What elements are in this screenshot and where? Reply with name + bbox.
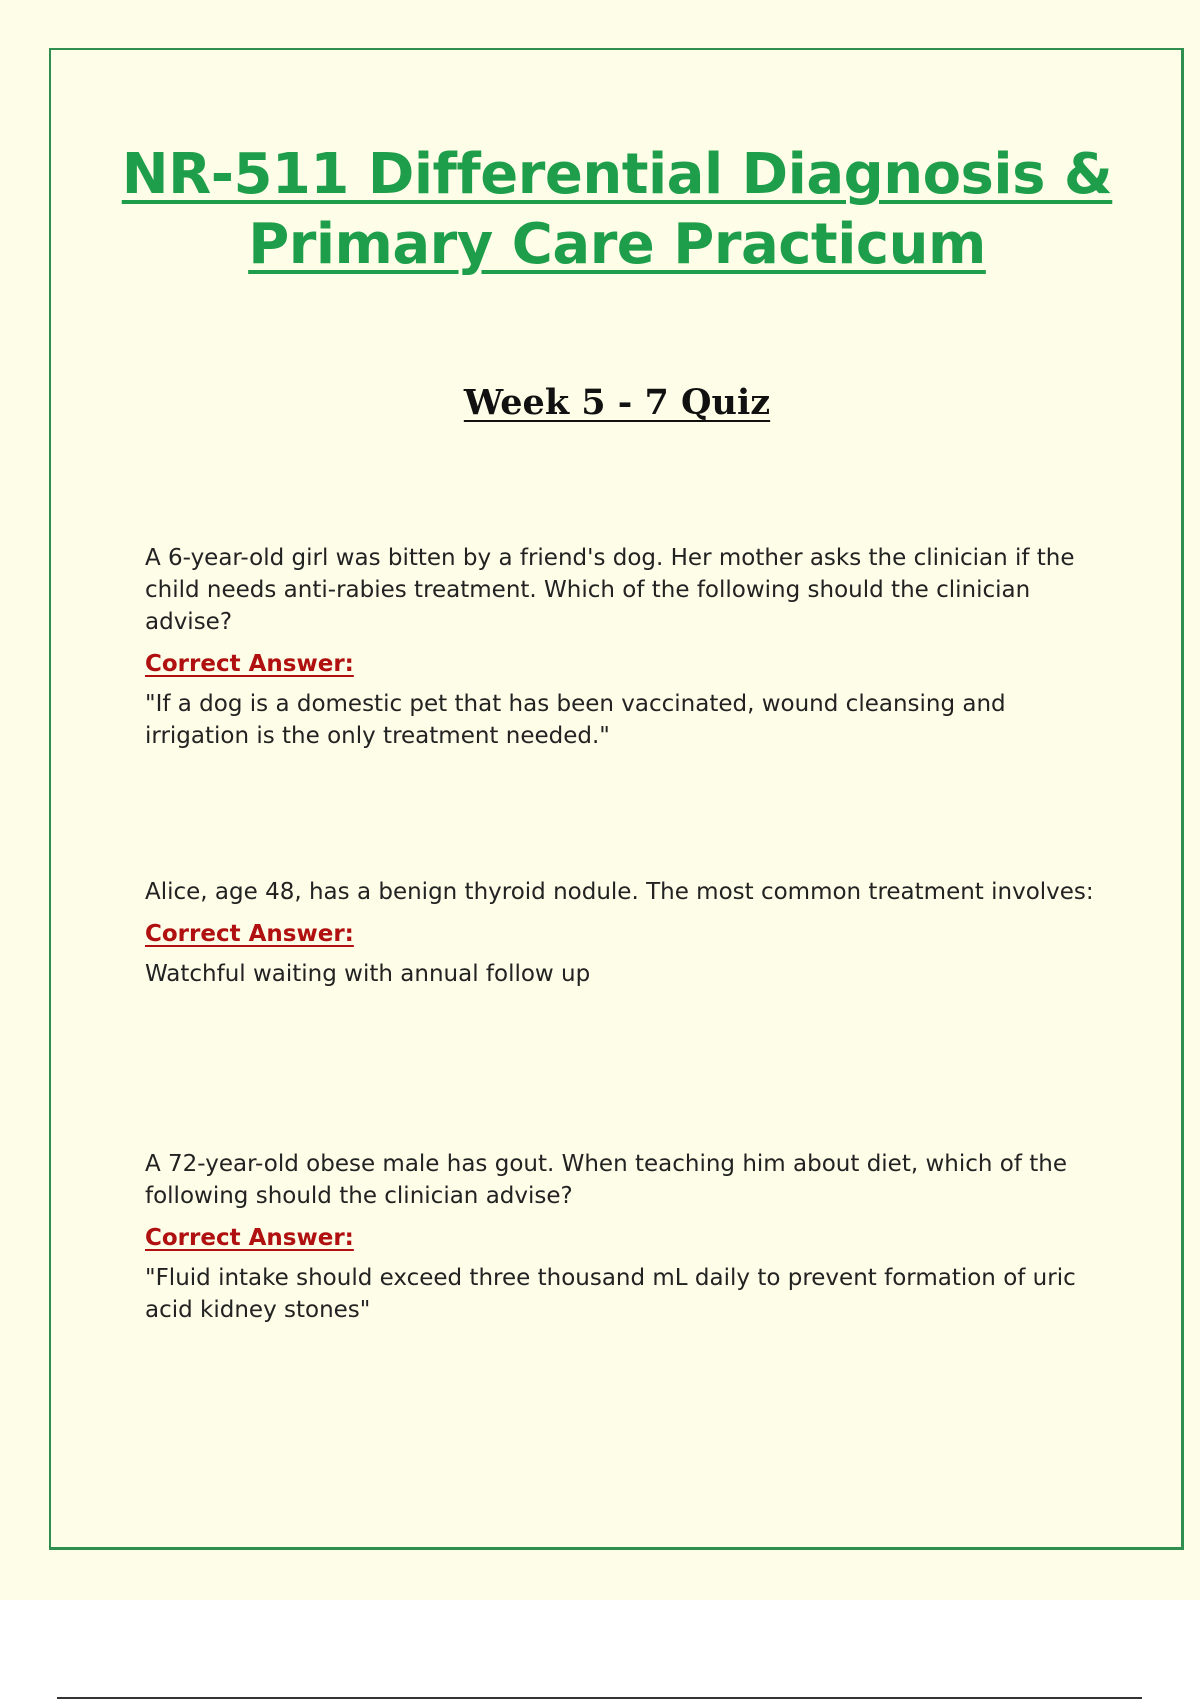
document-title bbox=[120, 140, 1114, 280]
question-text: Alice, age 48, has a benign thyroid nodule. The most common treatment involves: bbox=[145, 879, 1094, 905]
question-block-3 bbox=[145, 1148, 1095, 1326]
quiz-subtitle-text: Week 5 - 7 Quiz bbox=[463, 382, 771, 423]
answer-text: Watchful waiting with annual follow up bbox=[145, 961, 591, 987]
question-text: A 72-year-old obese male has gout. When teaching him about diet, which of the following should the clinician advise? bbox=[145, 1151, 1068, 1209]
answer-text: "Fluid intake should exceed three thousand mL daily to prevent formation of uric acid kidney stones" bbox=[145, 1265, 1076, 1323]
footer-divider bbox=[57, 1697, 1142, 1699]
answer-text: "If a dog is a domestic pet that has been vaccinated, wound cleansing and irrigation is the only treatment needed." bbox=[145, 691, 1006, 749]
correct-answer-label: Correct Answer: bbox=[145, 651, 354, 677]
question-text: A 6-year-old girl was bitten by a friend's dog. Her mother asks the clinician if the child needs anti-rabies treatment. Which of the following should the clinician advise? bbox=[145, 545, 1075, 635]
question-block-2 bbox=[145, 876, 1095, 990]
correct-answer-label: Correct Answer: bbox=[145, 921, 354, 947]
quiz-subtitle bbox=[120, 380, 1114, 426]
document-title-text: NR-511 Differential Diagnosis & Primary Care Practicum bbox=[121, 142, 1113, 277]
question-block-1 bbox=[145, 542, 1095, 752]
correct-answer-label: Correct Answer: bbox=[145, 1225, 354, 1251]
